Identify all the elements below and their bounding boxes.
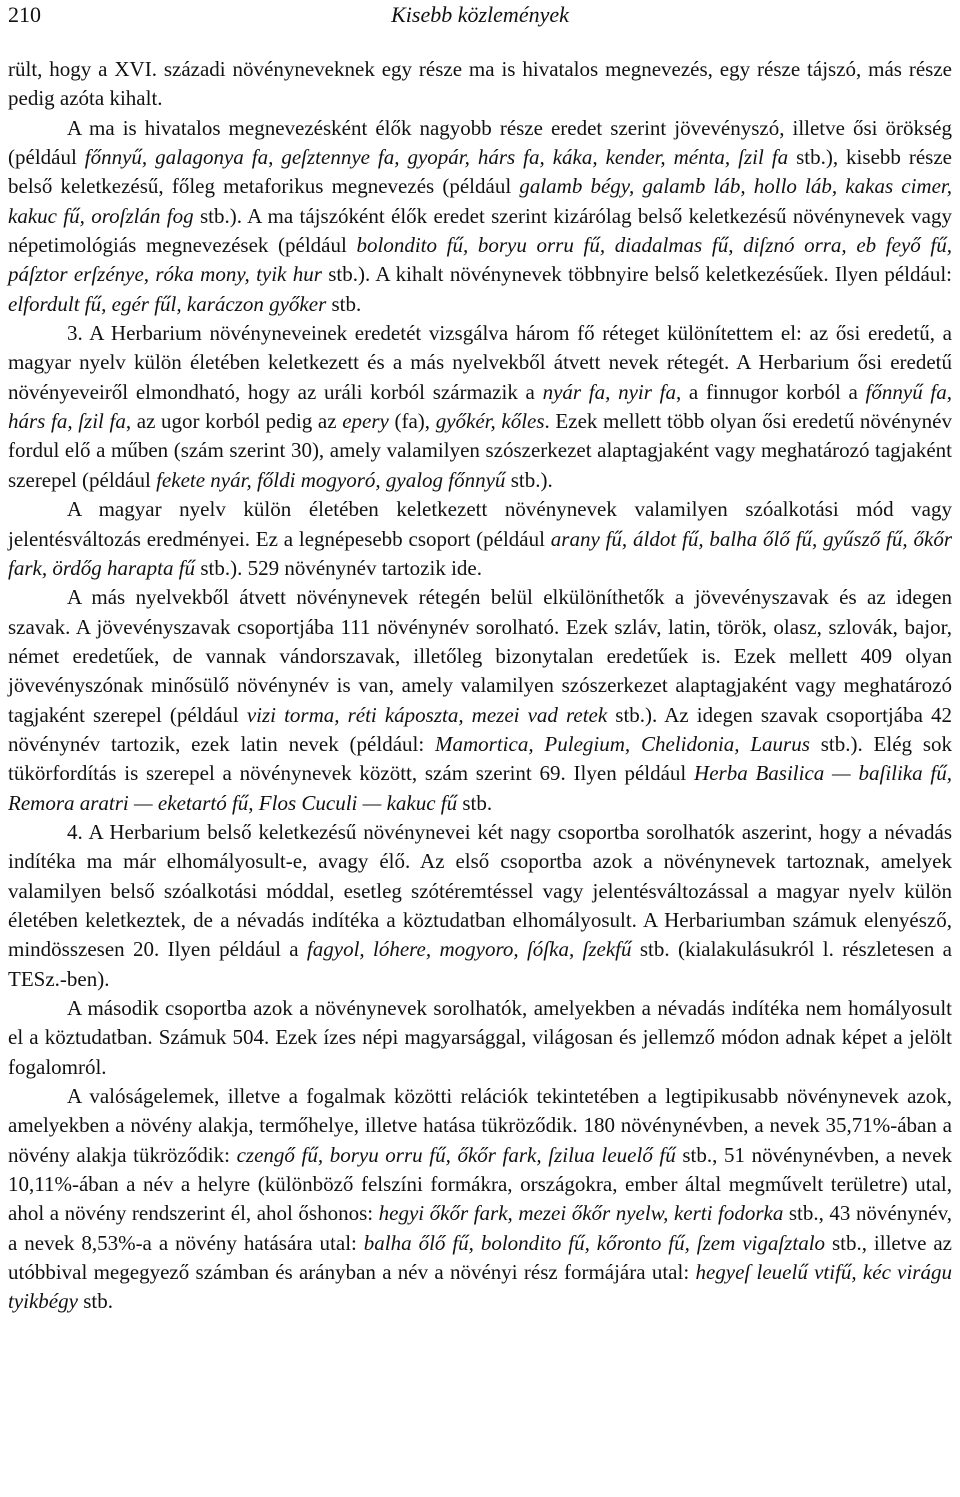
text-run: rült, hogy a XVI. századi növényneveknek egy része ma is hivatalos megnevezés, egy része tájszó, más része pedig azóta kihalt. bbox=[8, 57, 952, 111]
italic-term: hegyi őkőr fark, mezei őkőr nyelw, kerti fodorka bbox=[378, 1201, 784, 1226]
text-run: stb. bbox=[326, 291, 362, 316]
paragraph bbox=[8, 495, 952, 583]
text-run: stb. bbox=[457, 790, 493, 815]
text-run: A más nyelvekből átvett növénynevek rétegén belül elkülöníthetők a jövevényszavak és az idegen szavak. A jövevényszavak csoportjába 111 növénynév sorolható. Ezek szláv, latin, török, olasz, szlovák, bajor, német eredetűek, de vannak vándorszavak, illetőleg bizonytalan eredetűek is. Ezek mellett 409 olyan jövevényszónak minősülő növénynév is van, amely valamilyen szószerkezet alaptagjaként vagy meghatározó tagjaként szerepel (például bbox=[8, 585, 952, 727]
text-run: 4. A Herbarium belső keletkezésű növénynevei két nagy csoportba sorolhatók aszerint, hogy a névadás indítéka ma már elhomályosult-e, avagy élő. Az első csoportba azok a növénynevek tartoznak, amelyek valamilyen belső szóalkotási móddal, esetleg szótéremtéssel vagy jelentésváltozással a magyar nyelv külön életében keletkeztek, de a névadás indítéka a köztudatban elhomályosult. A Herbariumban számuk elenyésző, mindösszesen 20. Ilyen például a bbox=[8, 819, 952, 962]
italic-term: győkér, kőles bbox=[435, 409, 545, 434]
text-run: stb.). bbox=[505, 467, 553, 492]
paragraph bbox=[8, 319, 952, 495]
text-run: stb.). A ma tájszóként élők eredet szerint kizárólag belső keletkezésű növénynevek vagy népetimológiás megnevezések (például bbox=[8, 203, 952, 258]
text-run: stb.). Elég sok tükörfordítás is szerepel a növénynevek között, szám szerint 69. Ilyen például bbox=[8, 731, 952, 786]
italic-term: főnnyű, galagonya fa, geſztennye fa, gyopár, hárs fa, káka, kender, ménta, ſzil fa bbox=[84, 145, 789, 170]
italic-term: czengő fű, boryu orru fű, őkőr fark, ſzilua leuelő fű bbox=[236, 1142, 676, 1167]
text-run: A ma is hivatalos megnevezésként élők nagyobb része eredet szerint jövevényszó, illetve ősi örökség (például bbox=[8, 115, 952, 170]
text-run: stb.). Az idegen szavak csoportjába 42 növénynév tartozik, ezek latin nevek (például: bbox=[8, 702, 952, 756]
italic-term: nyár fa, nyir fa bbox=[542, 379, 676, 404]
italic-term: bolondito fű, boryu orru fű, diadalmas fű, diſznó orra, eb feyő fű, páſztor erſzénye, róka mony, tyik hur bbox=[8, 233, 952, 287]
text-run: stb. (kialakulásukról l. részletesen a TESz.-ben). bbox=[8, 937, 952, 991]
paragraph bbox=[8, 818, 952, 994]
paragraph bbox=[8, 114, 952, 319]
paragraph bbox=[8, 55, 952, 114]
text-run: A második csoportba azok a növénynevek sorolhatók, amelyekben a névadás indítéka nem homályosult el a köztudatban. Számuk 504. Ezek ízes népi magyarsággal, világosan és jellemző módon adnak képet a jelölt fogalomról. bbox=[8, 996, 952, 1079]
text-run: stb.). A kihalt növénynevek többnyire belső keletkezésűek. Ilyen például: bbox=[321, 262, 952, 287]
page-header bbox=[8, 0, 952, 34]
text-run: stb.), kisebb része belső keletkezésű, főleg metaforikus megnevezés (például bbox=[8, 145, 952, 199]
italic-term: galamb bégy, galamb láb, hollo láb, kakas cimer, kakuc fű, oroſzlán fog bbox=[8, 174, 953, 228]
italic-term: vizi torma, réti káposzta, mezei vad retek bbox=[246, 702, 608, 727]
body-text bbox=[8, 55, 952, 1317]
italic-term: fekete nyár, főldi mogyoró, gyalog főnnyű bbox=[156, 467, 506, 492]
paragraph bbox=[8, 1082, 952, 1317]
italic-term: epery bbox=[342, 409, 389, 434]
italic-term: Mamortica, Pulegium, Chelidonia, Laurus bbox=[435, 731, 810, 756]
text-run: stb., illetve az utóbbival megegyező számban és arányban a név a növényi rész formájára utal: bbox=[8, 1230, 952, 1285]
italic-term: hegyeſ leuelű vtifű, kéc virágu tyikbégy bbox=[8, 1260, 952, 1314]
text-run: , a finnugor korból a bbox=[675, 379, 866, 404]
text-run: stb., 43 növénynév, a nevek 8,53%-a a növény hatására utal: bbox=[8, 1201, 953, 1255]
text-run: , az ugor korból pedig az bbox=[125, 409, 343, 434]
text-run: 3. A Herbarium növényneveinek eredetét vizsgálva három fő réteget különítettem el: az ősi eredetű, a magyar nyelv külön életében keletkezett és a más nyelvekből átvett nevek rétegét. A Herbarium ősi eredetű növényeveiről elmondható, hogy az uráli korból származik a bbox=[8, 321, 952, 404]
italic-term: főnnyű fa, hárs fa, ſzil fa bbox=[8, 379, 952, 434]
text-run: stb. bbox=[77, 1289, 113, 1314]
italic-term: arany fű, áldot fű, balha őlő fű, gyűsző fű, őkőr fark, ördőg harapta fű bbox=[8, 526, 953, 580]
text-run: stb.). 529 növénynév tartozik ide. bbox=[195, 555, 482, 580]
text-run: . Ezek mellett több olyan ősi eredetű növénynév fordul elő a műben (szám szerint 30), amely valamilyen szószerkezet alaptagjaként vagy meghatározó tagjaként szerepel (például bbox=[8, 409, 952, 492]
text-run: stb., 51 növénynévben, a nevek 10,11%-ában a név a helyre (különböző felszíni formákra, országokra, ember által megművelt területre) utal, ahol a növény rendszerint él, ahol őshonos: bbox=[8, 1142, 952, 1226]
italic-term: fagyol, lóhere, mogyoro, ſóſka, ſzekfű bbox=[306, 937, 632, 962]
italic-term: elfordult fű, egér fűl, karáczon győker bbox=[8, 291, 327, 316]
running-head: Kisebb közlemények bbox=[391, 2, 569, 27]
text-run: A magyar nyelv külön életében keletkezett növénynevek valamilyen szóalkotási mód vagy jelentésváltozás eredményei. Ez a legnépesebb csoport (például bbox=[8, 497, 952, 551]
paragraph bbox=[8, 583, 952, 818]
page-number: 210 bbox=[8, 2, 41, 27]
text-run: A valóságelemek, illetve a fogalmak közötti relációk tekintetében a legtipikusabb növénynevek azok, amelyekben a növény alakja, termőhelye, illetve hatása tükröződik. 180 növénynévben, a nevek 35,71%-ában a növény alakja tükröződik: bbox=[8, 1084, 952, 1167]
italic-term: balha őlő fű, bolondito fű, kőronto fű, ſzem vigaſztalo bbox=[363, 1230, 826, 1255]
paragraph bbox=[8, 994, 952, 1082]
italic-term: Herba Basilica — baſilika fű, Remora aratri — eketartó fű, Flos Cuculi — kakuc fű bbox=[8, 761, 953, 815]
text-run: (fa), bbox=[388, 409, 436, 434]
